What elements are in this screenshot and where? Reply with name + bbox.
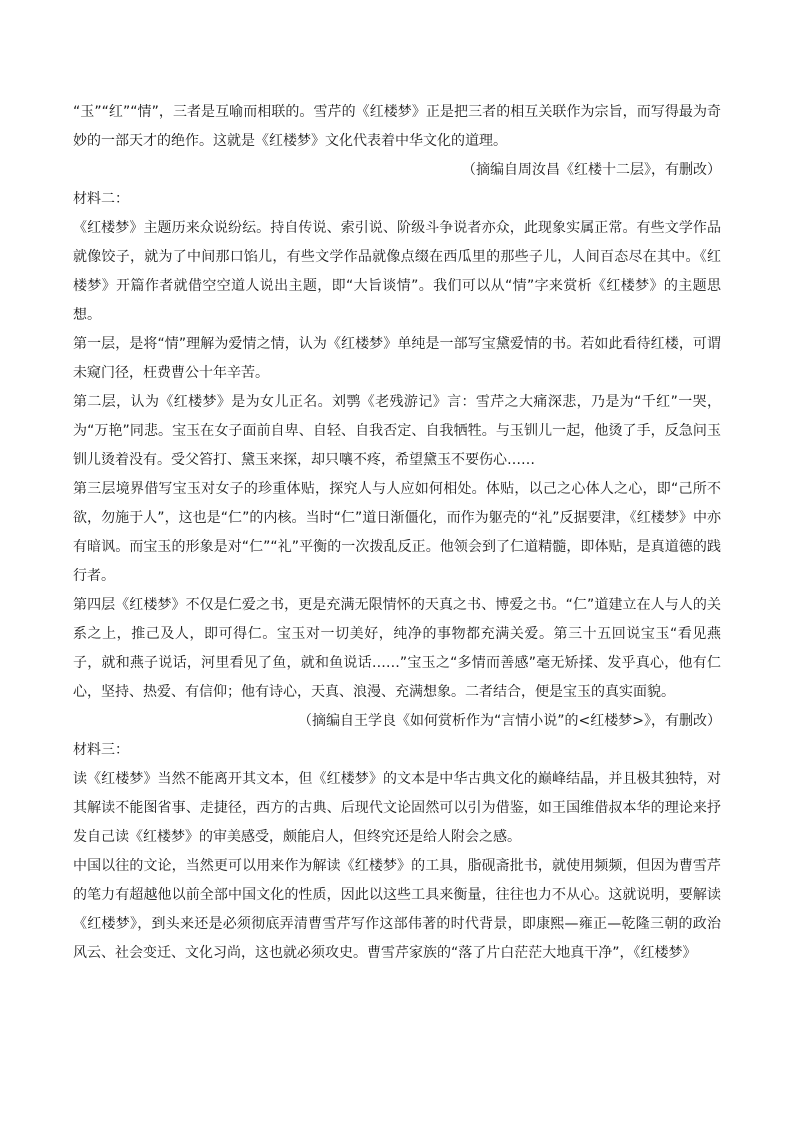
document-page: [73, 98, 721, 968]
material3-paragraph: 中国以往的文论，当然更可以用来作为解读《红楼梦》的工具，脂砚斋批书，就使用频频，但因为曹雪芹的笔力有超越他以前全部中国文化的性质，因此以这些工具来衡量，往往也力不从心。这就说明，要解读《红楼梦》，到头来还是必须彻底弄清曹雪芹写作这部伟著的时代背景，即康熙—雍正—乾隆三朝的政治风云、社会变迁、文化习尚，这也就必须攻史。曹雪芹家族的“落了片白茫茫大地真干净”，《红楼梦》: [73, 858, 721, 961]
material2-paragraph: 第一层，是将“情”理解为爱情之情，认为《红楼梦》单纯是一部写宝黛爱情的书。若如此看待红楼，可谓未窥门径，枉费曹公十年辛苦。: [73, 336, 721, 381]
material1-closing-paragraph: “玉”“红”“情”，三者是互喻而相联的。雪芹的《红楼梦》正是把三者的相互关联作为宗旨，而写得最为奇妙的一部天才的绝作。这就是《红楼梦》文化代表着中华文化的道理。: [73, 104, 721, 149]
material2-paragraph: 第二层，认为《红楼梦》是为女儿正名。刘鹗《老残游记》言：雪芹之大痛深悲，乃是为“千红”一哭，为“万艳”同悲。宝玉在女子面前自卑、自轻、自我否定、自我牺牲。与玉钏儿一起，他烫了手，反急问玉钏儿烫着没有。受父笞打、黛玉来探，却只嚷不疼，希望黛玉不要伤心……: [73, 394, 721, 468]
material2-heading: 材料二：: [73, 191, 129, 207]
material1-source: （摘编自周汝昌《红楼十二层》，有删改）: [462, 162, 721, 178]
material2-paragraph: 第三层境界借写宝玉对女子的珍重体贴，探究人与人应如何相处。体贴，以己之心体人之心，即“己所不欲，勿施于人”，这也是“仁”的内核。当时“仁”道日渐僵化，而作为躯壳的“礼”反据要津，《红楼梦》中亦有暗讽。而宝玉的形象是对“仁”“礼”平衡的一次拨乱反正。他领会到了仁道精髓，即体贴，是真道德的践行者。: [73, 481, 721, 584]
material3-paragraph: 读《红楼梦》当然不能离开其文本，但《红楼梦》的文本是中华古典文化的巅峰结晶，并且极其独特，对其解读不能图省事、走捷径，西方的古典、后现代文论固然可以引为借鉴，如王国维借叔本华的理论来抒发自己读《红楼梦》的审美感受，颇能启人，但终究还是给人附会之感。: [73, 771, 721, 845]
material3-heading: 材料三：: [73, 742, 129, 758]
material2-paragraph: 《红楼梦》主题历来众说纷纭。持自传说、索引说、阶级斗争说者亦众，此现象实属正常。有些文学作品就像饺子，就为了中间那口馅儿，有些文学作品就像点缀在西瓜里的那些子儿，人间百态尽在其中。《红楼梦》开篇作者就借空空道人说出主题，即“大旨谈情”。我们可以从“情”字来赏析《红楼梦》的主题思想。: [73, 220, 721, 323]
material2-paragraph: 第四层《红楼梦》不仅是仁爱之书，更是充满无限情怀的天真之书、博爱之书。“仁”道建立在人与人的关系之上，推己及人，即可得仁。宝玉对一切美好，纯净的事物都充满关爱。第三十五回说宝玉“看见燕子，就和燕子说话，河里看见了鱼，就和鱼说话……”宝玉之“多情而善感”毫无矫揉、发乎真心，他有仁心，坚持、热爱、有信仰；他有诗心，天真、浪漫、充满想象。二者结合，便是宝玉的真实面貌。: [73, 597, 721, 700]
material2-source: （摘编自王学良《如何赏析作为“言情小说”的<红楼梦>》，有删改）: [298, 713, 721, 729]
